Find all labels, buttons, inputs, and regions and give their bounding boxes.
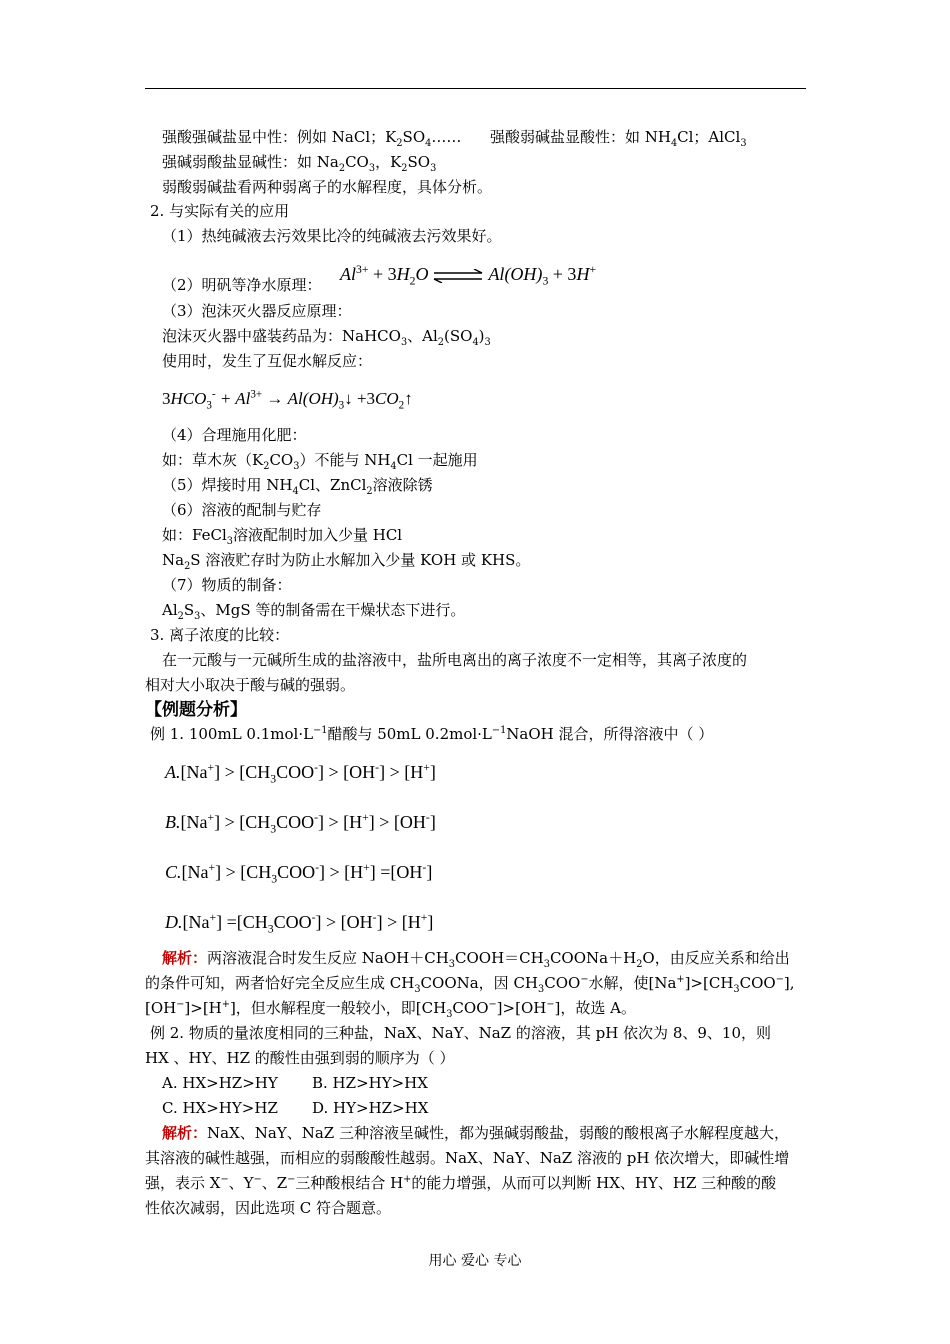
choice-d: $D.[Na^+] =[CH_3COO^-] > [OH^-] > [H^+]$ — [165, 911, 434, 936]
analysis-1: 解析：两溶液混合时发生反应 $NaOH+CH_3COOH=CH_3COONa+H_2O$，由反应关系和给出 — [162, 949, 790, 970]
text-line: 如：草木灰$(K_2CO_3)$不能与 $NH_4Cl$ 一起施用 — [162, 451, 478, 472]
text-line: $Al_2S_3$、MgS 等的制备需在干燥状态下进行。 — [162, 601, 466, 622]
text-line: 强酸强碱盐显中性：例如 NaCl；$K_2SO_4\dots\dots$ 强酸弱碱盐显酸性：如 $NH_4Cl$；AlCl$_3$ — [162, 128, 747, 149]
text-line: 相对大小取决于酸与碱的强弱。 — [145, 676, 356, 694]
text-line: 强，表示 X−、Y−、Z−三种酸根结合 H+的能力增强，从而可以判断 HX、HY、HZ 三种酸的酸 — [145, 1174, 777, 1192]
question-1: 例 1. 100mL $0.1mol\cdot L^{-1}$醋酸与 50mL $0.2mol\cdot L^{-1}NaOH$ 混合，所得溶液中（ ） — [150, 725, 714, 743]
choice-a: $A.[Na^+] > [CH_3COO^-] > [OH^-] > [H^+]$ — [165, 761, 436, 786]
page-footer: 用心 爱心 专心 — [428, 1253, 522, 1269]
text-line: 其溶液的碱性越强，而相应的弱酸酸性越弱。NaX、NaY、NaZ 溶液的 pH 依次增大，即碱性增 — [145, 1149, 790, 1167]
text-line: 如：FeCl$_3$溶液配制时加入少量 HCl — [162, 526, 403, 547]
equilibrium-arrow-icon — [432, 269, 484, 283]
section-title: 【例题分析】 — [145, 700, 247, 720]
option-b: B. HZ>HY>HX — [312, 1074, 428, 1092]
text-line: （4）合理施用化肥： — [162, 426, 307, 444]
question-2: 例 2. 物质的量浓度相同的三种盐，NaX、NaY、NaZ 的溶液，其 pH 依次为 8、9、10，则 — [150, 1024, 771, 1042]
foam-equation: $3HCO_3^- + Al^{3+}$ → $Al(OH)_3↓$ $+3CO_2↑$ — [162, 388, 413, 412]
text-line: $Na_2S$ 溶液贮存时为防止水解加入少量 KOH 或 KHS。 — [162, 551, 531, 572]
text-line: （2）明矾等净水原理： — [162, 276, 322, 294]
text-line: 强碱弱酸盐显碱性：如 $Na_2CO_3$，$K_2SO_3$ — [162, 153, 437, 174]
section-heading: 2. 与实际有关的应用 — [150, 202, 290, 220]
text-line: （3）泡沫灭火器反应原理： — [162, 302, 352, 320]
option-d: D. HY>HZ>HX — [312, 1099, 429, 1117]
text-line: 泡沫灭火器中盛装药品为：NaHCO$_3$、$Al_2(SO_4)_3$ — [162, 327, 491, 348]
text-line: 使用时，发生了互促水解反应： — [162, 352, 373, 370]
choice-b: $B.[Na^+] > [CH_3COO^-] > [H^+] > [OH^-]$ — [165, 811, 436, 836]
option-a: A. HX>HZ>HY — [162, 1074, 278, 1092]
text-line: 在一元酸与一元碱所生成的盐溶液中，盐所电离出的离子浓度不一定相等，其离子浓度的 — [162, 651, 748, 669]
choice-c: $C.[Na^+] > [CH_3COO^-] > [H^+] =[OH^-]$ — [165, 861, 433, 886]
alum-equation: $Al^{3+} + 3H_2O$ $Al(OH)_3 + 3H^+$ — [340, 263, 597, 288]
analysis-label: 解析： — [162, 1124, 208, 1142]
section-heading: 3. 离子浓度的比较： — [150, 626, 290, 644]
option-c: C. HX>HY>HZ — [162, 1099, 278, 1117]
header-rule — [145, 88, 806, 89]
analysis-label: 解析： — [162, 949, 208, 967]
text-line: 弱酸弱碱盐看两种弱离子的水解程度，具体分析。 — [162, 178, 493, 196]
text-line: 性依次减弱，因此选项 C 符合题意。 — [145, 1199, 392, 1217]
text-line: [OH−]>[H+]，但水解程度一般较小，即$[CH_3COO^-]>[OH^-]$，故选 A。 — [145, 999, 636, 1020]
text-line: （1）热纯碱液去污效果比冷的纯碱液去污效果好。 — [162, 227, 502, 245]
text-line: 的条件可知，两者恰好完全反应生成 $CH_3COONa$，因 $CH_3COO^-$水解，使$[Na^+]>[CH_3COO^-]$, — [145, 974, 795, 995]
text-line: HX 、HY、HZ 的酸性由强到弱的顺序为（ ） — [145, 1049, 455, 1067]
text-line: （5）焊接时用 $NH_4Cl$、ZnCl$_2$溶液除锈 — [162, 476, 433, 497]
analysis-2: 解析：NaX、NaY、NaZ 三种溶液呈碱性，都为强碱弱酸盐，弱酸的酸根离子水解程度越大， — [162, 1124, 789, 1142]
text-line: （7）物质的制备： — [162, 576, 292, 594]
text-line: （6）溶液的配制与贮存 — [162, 501, 322, 519]
